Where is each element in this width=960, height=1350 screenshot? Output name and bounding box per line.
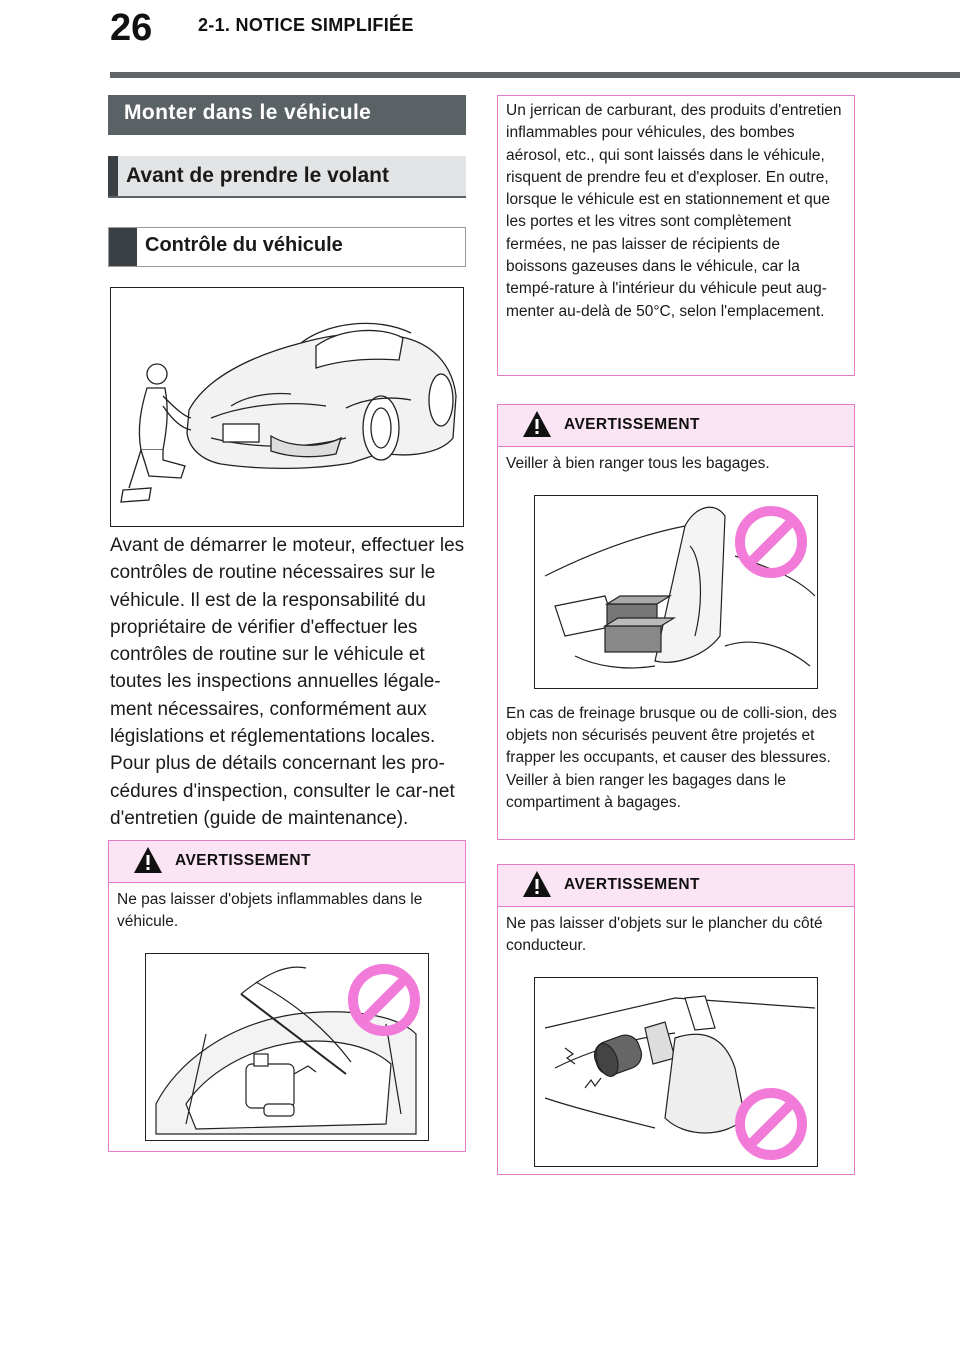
prohibition-sign-icon [733, 1086, 809, 1162]
trunk-jerrycan-illustration [145, 953, 429, 1141]
warning-text: Ne pas laisser d'objets sur le plancher du côté conducteur. [506, 915, 823, 955]
warning-text-bottom: En cas de freinage brusque ou de colli-sion, des objets non sécurisés peuvent être projetés et frapper les occupants, et causer des blessures. Veiller à bien ranger les bagages dans le compartiment à bagages. [506, 705, 837, 811]
warning-text: Ne pas laisser d'objets inflammables dans le véhicule. [117, 891, 423, 931]
warning-text-top: Veiller à bien ranger tous les bagages. [506, 455, 770, 472]
warning-triangle-icon [522, 869, 552, 899]
main-heading: Monter dans le véhicule [108, 95, 466, 135]
prohibition-sign-icon [733, 504, 809, 580]
warning-box-luggage [497, 404, 855, 840]
section-title: 2-1. NOTICE SIMPLIFIÉE [198, 15, 414, 35]
warning-triangle-icon [522, 409, 552, 439]
seat-luggage-illustration [534, 495, 818, 689]
warning-title: AVERTISSEMENT [175, 852, 311, 869]
info-box-heat-risk [497, 95, 855, 376]
warning-box-floor [497, 864, 855, 1175]
warning-header [109, 841, 465, 883]
sub-heading-text: Avant de prendre le volant [126, 164, 389, 187]
warning-header [498, 405, 854, 447]
sub-heading [108, 156, 466, 198]
page-number: 26 [110, 7, 153, 49]
body-paragraph: Avant de démarrer le moteur, effectuer les contrôles de routine nécessaires sur le véhicule. Il est de la responsabilité du propriétaire de vérifier d'effectuer les contrôles de routine sur le véhicule et toutes les inspections annuelles légale-ment nécessaires, conformément aux législations et réglementations locales. Pour plus de détails concernant les pro-cédures d'inspection, consulter le car-net d'entretien (guide de maintenance). [110, 535, 465, 829]
warning-triangle-icon [133, 845, 163, 875]
car-inspection-illustration [110, 287, 464, 527]
warning-header [498, 865, 854, 907]
subsub-heading [108, 227, 466, 267]
prohibition-sign-icon [346, 962, 422, 1038]
pedal-obstruction-illustration [534, 977, 818, 1167]
heading-bar [109, 228, 137, 266]
info-box-text: Un jerrican de carburant, des produits d'entretien inflammables pour véhicules, des bombes aérosol, etc., qui sont laissés dans le véhicule, risquent de prendre feu et d'exploser. En outre, lorsque le véhicule est en stationnement et que les portes et les vitres sont complètement fermées, ne pas laisser de récipients de boissons gazeuses dans le véhicule, car la tempé-rature à l'intérieur du véhicule peut aug-menter au-delà de 50°C, selon l'emplacement. [506, 102, 842, 320]
warning-box-flammables [108, 840, 466, 1152]
heading-bar [108, 156, 118, 196]
subsub-heading-text: Contrôle du véhicule [145, 234, 343, 256]
header-rule [110, 72, 960, 78]
warning-title: AVERTISSEMENT [564, 416, 700, 433]
warning-title: AVERTISSEMENT [564, 876, 700, 893]
